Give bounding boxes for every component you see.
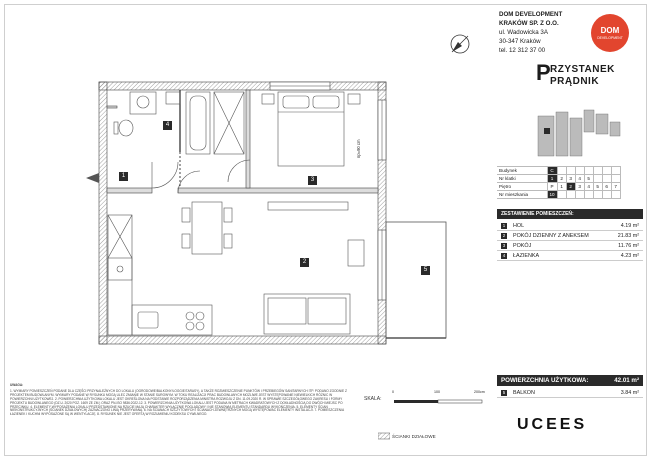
room-row: 3 POKÓJ 11.76 m² [497,241,643,251]
developer-name: DOM DEVELOPMENT [499,11,563,18]
entrance-arrow [86,173,99,183]
kitchen-units [108,215,212,335]
ucees-logo: UCEES [517,416,588,433]
usable-area-label: POWIERZCHNIA UŻYTKOWA: [501,377,589,384]
armchair [348,240,364,266]
balcony-row: 5 BALKON 3.84 m² [497,388,643,398]
sofa [264,294,350,334]
scale-tick-200: 200cm [474,390,485,394]
row-building: Budynek C [497,167,620,175]
dining-set [182,202,232,254]
room-tag-5: 5 [421,266,430,275]
usable-area-bar [497,375,643,386]
room-tag-2: 2 [300,258,309,267]
legal-title: UWAGA: [10,383,24,387]
room-tag-4: 4 [163,121,172,130]
usable-area-value: 42.01 m² [614,377,639,384]
walls-legend-swatch [378,432,390,440]
bed [262,92,360,166]
row-staircase: Nr klatki 1 2 3 4 5 [497,175,620,183]
dom-development-logo: DOM DEVELOPMENT [591,14,629,52]
location-table [497,166,621,199]
room-row: 1 HOL 4.19 m² [497,221,643,231]
scale-tick-100: 100 [434,390,440,394]
compass-icon [451,35,469,53]
developer-info [499,10,562,55]
legal-notes [10,384,355,417]
window-sill-note: np=90 cm [356,139,361,158]
scale-tick-0: 0 [392,390,394,394]
legal-text: 1. WYMIARY POMIESZCZEŃ PODANE DLA CZĘŚCI PRZYNALEŻNYCH DO LOKALU (OGRODOWE/BALKONY/LOGGIE/TARASY), A TAKŻE ROZMIESZCZENIE PUNKTÓW I PRZEBIEGÓW SANITARNYCH ITP. PODANO ZGODNIE Z PROJEKTEM BUDOWLANYM. WYMIARY PODANE W RYSUNKU MOGĄ ULEC ZMIANIE W STANIE SUROWYM. W TOKU REALIZACJI PRAC BUDOWLANYCH MOŻLIWE JEST WYSTĘPOWANIE NIEWIELKICH RÓŻNIC W POWIERZCHNI UŻYTKOWEJ. 2. POWIERZCHNIA UŻYTKOWA LOKALU JEST OKREŚLONA NA PODSTAWIE ROZPORZĄDZENIA MINISTRA ROZWOJU Z DN. 11.09.2020 R. W SPRAWIE SZCZEGÓŁOWEGO ZAKRESU I FORMY PROJEKTU BUDOWLANEGO (DZ.U. 2020 POZ. 1609 ZE ZM.) ORAZ PN-ISO 9836:2022-12. 3. POWIERZCHNIA UŻYTKOWA LOKALU JEST PODANA W METRACH KWADRATOWYCH Z DOKŁADNOŚCIĄ DO DWÓCH MIEJSC PO PRZECINKU. 4. ELEMENTY WYPOSAŻENIA LOKALU PRZEDSTAWIONE NA RZUCIE MAJĄ CHARAKTER WYŁĄCZNIE POGLĄDOWY I NIE STANOWIĄ ELEMENTU STANDARDU WYKOŃCZENIA. 5. ELEMENTY ŚCIAN NIEKONSTRUKCYJNYCH (ŚCIANEK DZIAŁOWYCH) ZAZNACZONO LINIĄ PRZERYWANĄ. 6. NA ŚCIANACH SZCZYTOWYCH I ŚCIANACH ZEWNĘTRZNYCH MOGĄ WYSTĘPOWAĆ ELEMENTY INSTALACJI. 7. POMIESZCZENIA ŁAZIENEK I KUCHNI WYPOSAŻONE SĄ W WENTYLACJĘ. 8. RYSUNEK NIE JEST OFERTĄ W ROZUMIENIU KODEKSU CYWILNEGO. [10,388,347,417]
room-row: 2 POKÓJ DZIENNY Z ANEKSEM 21.83 m² [497,231,643,241]
rooms-header: ZESTAWIENIE POMIESZCZEŃ: [497,209,643,219]
row-floor: Piętro P 1 2 3 4 5 6 7 [497,183,620,191]
room-tag-1: 1 [119,172,128,181]
building-thumbnail [534,108,644,164]
scale-label: SKALA: [364,396,382,402]
walls-legend-label: ŚCIANKI DZIAŁOWE [392,434,436,439]
bathroom-fixtures [114,92,244,154]
balcony-outline [386,222,446,338]
developer-company: KRAKÓW SP. Z O.O. [499,20,559,27]
developer-street: ul. Wadowicka 3A [499,29,548,36]
room-tag-3: 3 [308,176,317,185]
developer-postcode: 30-347 Kraków [499,38,541,45]
shelf [268,202,348,210]
scale-bar [392,394,490,410]
room-row: 4 ŁAZIENKA 4.23 m² [497,251,643,261]
row-apartment: Nr mieszkania 10 [497,191,620,199]
developer-phone: tel. 12 312 37 00 [499,47,546,54]
